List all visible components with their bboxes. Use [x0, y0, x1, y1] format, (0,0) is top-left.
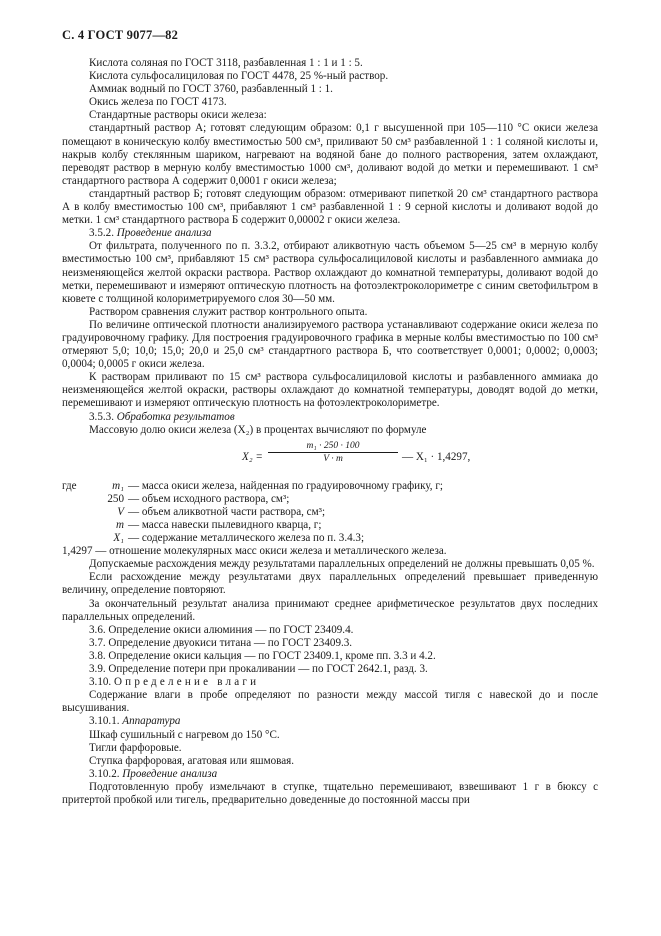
section-heading-3-10-2	[89, 768, 598, 781]
reagent-line: Кислота соляная по ГОСТ 3118, разбавленная 1 : 1 и 1 : 5.	[89, 57, 363, 69]
legend-text: — объем исходного раствора, см³;	[128, 492, 290, 505]
reagent-line: Кислота сульфосалициловая по ГОСТ 4478, 25 %-ный раствор.	[89, 70, 389, 83]
legend-symbol: m	[115, 519, 124, 531]
legend-intro: где	[62, 479, 77, 492]
legend-row	[62, 506, 598, 519]
section-3-7: 3.7. Определение двуокиси титана — по ГОСТ 23409.3.	[89, 636, 353, 649]
section-title: Аппаратура	[122, 715, 181, 728]
section-heading-3-5-3	[89, 411, 598, 424]
paragraph-reference: Раствором сравнения служит раствор контрольного опыта.	[89, 305, 368, 318]
legend-symbol: 250	[107, 492, 124, 505]
paragraph-tolerance: Допускаемые расхождения между результатами параллельных определений не должны превышать 0,05 %.	[89, 558, 595, 571]
formula	[62, 440, 598, 476]
legend-symbol: m₁	[112, 479, 124, 492]
equipment-line: Шкаф сушильный с нагревом до 150 °С.	[89, 728, 280, 741]
equipment-line: Ступка фарфоровая, агатовая или яшмовая.	[89, 754, 295, 767]
formula-lhs: X₂ =	[242, 450, 263, 463]
document-body	[62, 57, 598, 807]
section-title: Проведение анализа	[116, 227, 212, 240]
section-number: 3.5.3.	[89, 410, 114, 423]
paragraph-calibration: По величине оптической плотности анализируемого раствора устанавливают содержание окиси железа по градуировочному графику. Для построения градуировочного графика в мерные колбы вместимостью по 100 см³ отмеряют 5,0; 10,0; 15,0; 20,0 и 25,0 см³ стандартного раствора Б, что соответствует 0,0001; 0,0002; 0,0003; 0,0004; 0,0005 г окиси железа.	[62, 318, 598, 371]
formula-fraction	[268, 440, 398, 465]
section-number: 3.10.1.	[89, 715, 120, 728]
formula-rhs: — X₁ · 1,4297,	[402, 450, 471, 463]
section-title: Определение влаги	[113, 676, 260, 689]
section-heading-3-10-1	[89, 715, 598, 728]
legend-text: — масса окиси железа, найденная по градуировочному графику, г;	[128, 479, 443, 492]
section-number: 3.5.2.	[89, 227, 114, 240]
reagent-line: Аммиак водный по ГОСТ 3760, разбавленный 1 : 1.	[89, 83, 333, 96]
section-number: 3.10.2.	[89, 767, 120, 780]
paragraph-formula-intro: Массовую долю окиси железа (X₂) в процентах вычисляют по формуле	[89, 423, 427, 436]
section-number: 3.10.	[89, 676, 112, 689]
legend-text: — масса навески пылевидного кварца, г;	[128, 519, 322, 531]
page-header: С. 4 ГОСТ 9077—82	[62, 28, 179, 42]
formula-denominator: V · m	[323, 453, 343, 464]
reagent-line: Стандартные растворы окиси железа:	[89, 109, 267, 122]
formula-numerator: m₁ · 250 · 100	[268, 440, 398, 453]
legend-text: — содержание металлического железа по п. 3.4.3;	[128, 532, 365, 545]
section-heading-3-10	[89, 676, 598, 689]
paragraph-moisture: Содержание влаги в пробе определяют по разности между массой тигля с навеской до и после высушивания.	[62, 689, 598, 715]
legend-symbol: V	[117, 505, 124, 518]
equipment-line: Тигли фарфоровые.	[89, 741, 182, 754]
legend-symbol: X₁	[113, 532, 124, 545]
paragraph-repeat: Если расхождение между результатами двух параллельных определений превышает приведенную величину, определение повторяют.	[62, 571, 598, 597]
section-3-9: 3.9. Определение потери при прокаливании — по ГОСТ 2642.1, разд. 3.	[89, 663, 428, 676]
legend-text: — объем аликвотной части раствора, см³;	[128, 505, 326, 518]
section-title: Проведение анализа	[122, 767, 218, 780]
paragraph-standard-a: стандартный раствор А; готовят следующим образом: 0,1 г высушенной при 105—110 °С окиси железа помещают в коническую колбу вместимостью 500 см³, приливают 50 см³ разбавленной 1 : 1 соляной кислоты и, накрыв колбу стеклянным шариком, нагревают на водяной бане до полного растворения, затем охлаждают, переводят раствор в мерную колбу вместимостью 1000 см³, доливают водой до метки и перемешивают. 1 см³ стандартного раствора А содержит 0,0001 г окиси железа;	[62, 122, 598, 187]
paragraph-moisture-procedure: Подготовленную пробу измельчают в ступке, тщательно перемешивают, взвешивают 1 г в бюксу с притертой пробкой или тигель, предварительно доведенные до постоянной массы при	[62, 780, 598, 806]
section-title: Обработка результатов	[116, 410, 235, 423]
legend-last-row: 1,4297 — отношение молекулярных масс окиси железа и металлического железа.	[62, 545, 447, 558]
section-3-8: 3.8. Определение окиси кальция — по ГОСТ 23409.1, кроме пп. 3.3 и 4.2.	[89, 649, 436, 662]
legend-row	[62, 519, 598, 532]
legend-row	[62, 493, 598, 506]
section-3-6: 3.6. Определение окиси алюминия — по ГОСТ 23409.4.	[89, 623, 354, 636]
paragraph-standard-b: стандартный раствор Б; готовят следующим образом: отмеривают пипеткой 20 см³ стандартного раствора А в колбу вместимостью 100 см³, прибавляют 1 см³ разбавленной 1 : 9 серной кислоты и доливают водой до метки. 1 см³ стандартного раствора Б содержит 0,00002 г окиси железа.	[62, 187, 598, 227]
paragraph-final-result: За окончательный результат анализа принимают среднее арифметическое результатов двух последних параллельных определений.	[62, 597, 598, 623]
legend-row	[62, 480, 598, 493]
section-heading-3-5-2	[89, 227, 598, 240]
formula-legend	[62, 480, 598, 559]
legend-row	[62, 532, 598, 545]
paragraph-calibration-2: К растворам приливают по 15 см³ раствора сульфосалициловой кислоты и разбавленного аммиака до неизменяющейся желтой окраски, растворы охлаждают до комнатной температуры, доводят водой до метки, перемешивают и измеряют оптическую плотность на фотоэлектроколориметре.	[62, 371, 598, 410]
reagent-line: Окись железа по ГОСТ 4173.	[89, 96, 227, 109]
paragraph-procedure: От фильтрата, полученного по п. 3.3.2, отбирают аликвотную часть объемом 5—25 см³ в мерную колбу вместимостью 100 см³, прибавляют 15 см³ раствора сульфосалициловой кислоты и разбавленного аммиака до неизменяющейся желтой окраски раствора. Раствор охлаждают до комнатной температуры, доливают водой до метки, перемешивают и измеряют оптическую плотность на фотоэлектроколориметре с синим светофильтром в кювете с толщиной колориметрируемого слоя 30—50 мм.	[62, 240, 598, 305]
